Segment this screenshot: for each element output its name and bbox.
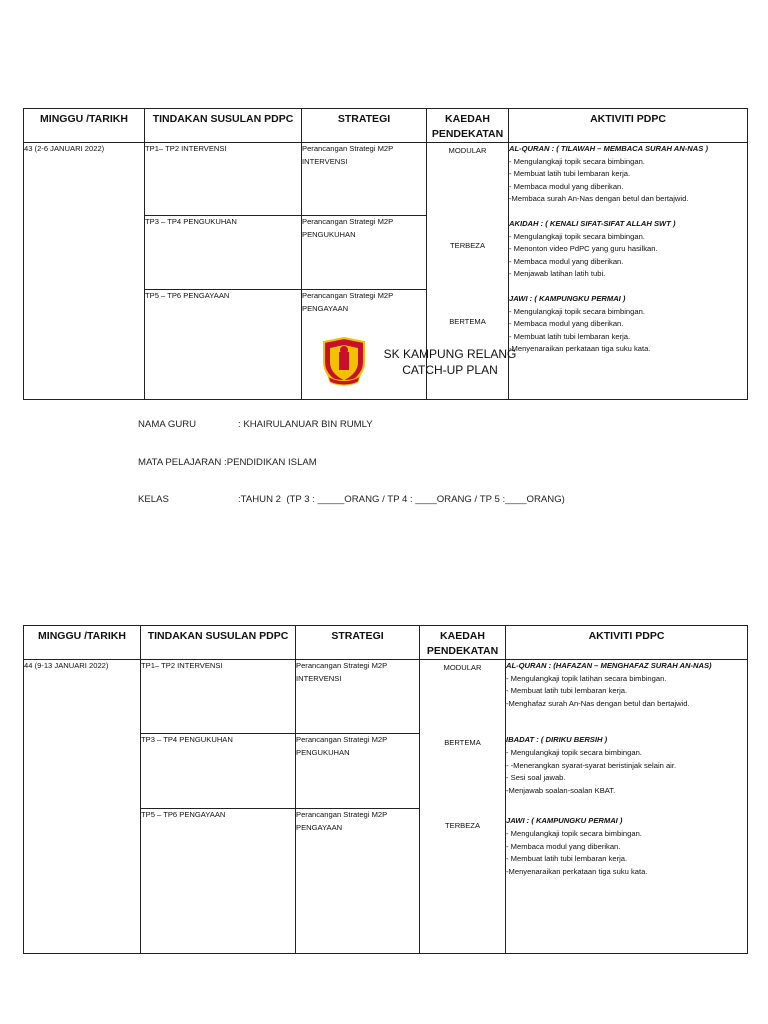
activity-item: - Mengulangkaji topik secara bimbingan. bbox=[506, 747, 642, 757]
header-strategi: STRATEGI bbox=[302, 109, 427, 143]
kaedah-1: MODULAR bbox=[443, 663, 482, 672]
tindakan-cell: TP3 – TP4 PENGUKUHAN bbox=[145, 216, 302, 290]
activity-item: - Membuat latih tubi lembaran kerja. bbox=[506, 854, 628, 864]
activity-item: - Mengulangkaji topik latihan secara bimbingan. bbox=[506, 673, 667, 683]
header-minggu: MINGGU /TARIKH bbox=[24, 626, 141, 660]
strategi-cell: Perancangan Strategi M2P INTERVENSI bbox=[296, 660, 420, 734]
strategi-cell: Perancangan Strategi M2P INTERVENSI bbox=[302, 143, 427, 216]
tindakan-cell: TP1– TP2 INTERVENSI bbox=[145, 143, 302, 216]
kaedah-3: BERTEMA bbox=[449, 317, 486, 326]
school-crest-icon bbox=[320, 336, 368, 386]
activity-item: - Membuat latih tubi lembaran kerja. bbox=[509, 331, 631, 341]
activity-item: - Menjawab latihan latih tubi. bbox=[509, 269, 606, 279]
header-aktiviti: AKTIVITI PDPC bbox=[506, 626, 748, 660]
activity-item: - Mengulangkaji topik secara bimbingan. bbox=[509, 306, 645, 316]
header-tindakan: TINDAKAN SUSULAN PDPC bbox=[141, 626, 296, 660]
aktiviti-cell bbox=[509, 143, 748, 400]
week-cell: 43 (2-6 JANUARI 2022) bbox=[24, 143, 145, 400]
kelas-value: :TAHUN 2 (TP 3 : _____ORANG / TP 4 : ____ORANG / TP 5 :____ORANG) bbox=[238, 494, 565, 505]
guru-value: : KHAIRULANUAR BIN RUMLY bbox=[238, 419, 373, 430]
activity-item: -Membaca surah An-Nas dengan betul dan bertajwid. bbox=[509, 194, 689, 204]
header-tindakan: TINDAKAN SUSULAN PDPC bbox=[145, 109, 302, 143]
activity-item: - Mengulangkaji topik secara bimbingan. bbox=[506, 828, 642, 838]
activity-item: - Sesi soal jawab. bbox=[506, 773, 566, 783]
activity-item: - Membaca modul yang diberikan. bbox=[509, 181, 624, 191]
aktiviti-cell bbox=[506, 660, 748, 954]
activity-item: - Membaca modul yang diberikan. bbox=[506, 841, 621, 851]
guru-label: NAMA GURU bbox=[138, 419, 197, 430]
kaedah-1: MODULAR bbox=[448, 146, 487, 155]
header-strategi: STRATEGI bbox=[296, 626, 420, 660]
activity-item: - Mengulangkaji topik secara bimbingan. bbox=[509, 231, 645, 241]
tindakan-cell: TP5 – TP6 PENGAYAAN bbox=[145, 290, 302, 400]
header-kaedah: KAEDAH PENDEKATAN bbox=[427, 109, 509, 143]
activity-item: -Menjawab soalan-soalan KBAT. bbox=[506, 785, 616, 795]
kaedah-2: TERBEZA bbox=[449, 241, 486, 250]
activity-item: -Menghafaz surah An-Nas dengan betul dan bertajwid. bbox=[506, 698, 690, 708]
activity-title: IBADAT : ( DIRIKU BERSIH ) bbox=[506, 735, 608, 745]
kelas-label: KELAS bbox=[138, 494, 169, 505]
header-minggu: MINGGU /TARIKH bbox=[24, 109, 145, 143]
activity-item: - Membuat latih tubi lembaran kerja. bbox=[506, 686, 628, 696]
activity-title: JAWI : ( KAMPUNGKU PERMAI ) bbox=[506, 816, 623, 826]
activity-title: JAWI : ( KAMPUNGKU PERMAI ) bbox=[509, 293, 626, 303]
activity-item: - Membaca modul yang diberikan. bbox=[509, 256, 624, 266]
activity-title: AKIDAH : ( KENALI SIFAT-SIFAT ALLAH SWT ) bbox=[509, 218, 676, 228]
kaedah-3: TERBEZA bbox=[444, 821, 481, 830]
header-aktiviti: AKTIVITI PDPC bbox=[509, 109, 748, 143]
activity-item: -Menyenaraikan perkataan tiga suku kata. bbox=[506, 866, 648, 876]
header-kaedah: KAEDAH PENDEKATAN bbox=[420, 626, 506, 660]
subjek-value: :PENDIDIKAN ISLAM bbox=[224, 456, 317, 468]
tindakan-cell: TP1– TP2 INTERVENSI bbox=[141, 660, 296, 734]
strategi-cell: Perancangan Strategi M2P PENGAYAAN bbox=[296, 809, 420, 954]
strategi-cell: Perancangan Strategi M2P PENGUKUHAN bbox=[296, 734, 420, 809]
tindakan-cell: TP3 – TP4 PENGUKUHAN bbox=[141, 734, 296, 809]
teacher-info bbox=[138, 394, 565, 519]
school-name: SK KAMPUNG RELANG bbox=[383, 347, 517, 361]
subjek-label: MATA PELAJARAN bbox=[138, 456, 222, 468]
kaedah-2: BERTEMA bbox=[444, 738, 481, 747]
plan-table-week-44 bbox=[23, 625, 748, 954]
activity-item: - Membuat latih tubi lembaran kerja. bbox=[509, 169, 631, 179]
activity-item: - Menonton video PdPC yang guru hasilkan. bbox=[509, 244, 658, 254]
plan-subtitle: CATCH-UP PLAN bbox=[402, 363, 498, 377]
school-heading bbox=[376, 346, 524, 378]
strategi-cell: Perancangan Strategi M2P PENGUKUHAN bbox=[302, 216, 427, 290]
activity-title: AL-QURAN : ( TILAWAH – MEMBACA SURAH AN-NAS ) bbox=[509, 144, 708, 153]
kaedah-cell bbox=[420, 660, 506, 954]
activity-item: - -Menerangkan syarat-syarat beristinjak selain air. bbox=[506, 760, 677, 770]
tindakan-cell: TP5 – TP6 PENGAYAAN bbox=[141, 809, 296, 954]
activity-item: -Menyenaraikan perkataan tiga suku kata. bbox=[509, 344, 651, 354]
strategi-cell: Perancangan Strategi M2P PENGAYAAN bbox=[302, 290, 427, 400]
activity-title: AL-QURAN : (HAFAZAN – MENGHAFAZ SURAH AN-NAS) bbox=[506, 661, 712, 670]
activity-item: - Membaca modul yang diberikan. bbox=[509, 319, 624, 329]
week-cell: 44 (9-13 JANUARI 2022) bbox=[24, 660, 141, 954]
activity-item: - Mengulangkaji topik secara bimbingan. bbox=[509, 156, 645, 166]
